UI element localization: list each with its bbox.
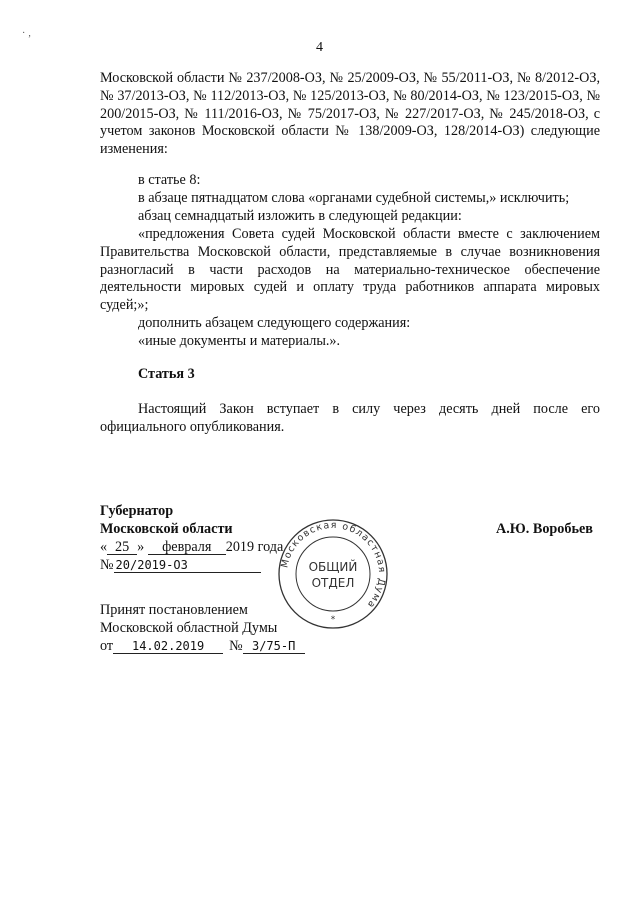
signing-date bbox=[100, 539, 283, 557]
quoted-paragraph: «предложения Совета судей Московской области вместе с заключением Правительства Московской области, представляемые в случае возникновения разногласий в части расходов на материально-техническое обеспечение деятельности мировых судей и оплату труда работников аппарата мировых судей;»; bbox=[100, 226, 600, 314]
adoption-number: 3/75-П bbox=[243, 639, 305, 654]
stamp-star: * bbox=[330, 615, 336, 625]
governor-name: А.Ю. Воробьев bbox=[496, 521, 593, 537]
adoption-line2: Московской областной Думы bbox=[100, 620, 278, 636]
article8-line: в статье 8: bbox=[138, 172, 201, 188]
adoption-date: 14.02.2019 bbox=[113, 639, 223, 654]
stamp-center-line1: ОБЩИЙ bbox=[308, 560, 358, 574]
scan-corner-marks: · ‚ bbox=[22, 28, 32, 39]
adoption-number-prefix: № bbox=[229, 638, 243, 654]
governor-title: Губернатор bbox=[100, 503, 174, 519]
adoption-date-line bbox=[100, 638, 305, 656]
signing-year: 2019 года bbox=[225, 539, 284, 555]
stamp-ring-text: Московская областная Дума bbox=[279, 519, 388, 611]
paragraph15-line: в абзаце пятнадцатом слова «органами судебной системы,» исключить; bbox=[138, 190, 570, 206]
signing-day: 25 bbox=[107, 540, 137, 555]
intro-paragraph: Московской области № 237/2008-ОЗ, № 25/2009-ОЗ, № 55/2011-ОЗ, № 8/2012-ОЗ, № 37/2013-ОЗ, № 112/2013-ОЗ, № 125/2013-ОЗ, № 80/2014-ОЗ, № 123/2015-ОЗ, № 200/2015-ОЗ, № 111/2016-ОЗ, № 75/2017-ОЗ, № 227/2017-ОЗ, № 245/2018-ОЗ, с учетом законов Московской области № 138/2009-ОЗ, 128/2014-ОЗ) следующие изменения: bbox=[100, 70, 600, 158]
law-number-prefix: № bbox=[100, 557, 114, 573]
adoption-from-prefix: от bbox=[100, 638, 114, 654]
article3-text: Настоящий Закон вступает в силу через десять дней после его официального опубликования. bbox=[100, 401, 600, 435]
stamp-center-line2: ОТДЕЛ bbox=[311, 576, 355, 590]
official-stamp bbox=[277, 518, 389, 630]
article3-heading: Статья 3 bbox=[138, 366, 195, 382]
law-number: 20/2019-ОЗ bbox=[114, 558, 261, 573]
date-close-quote: » bbox=[137, 539, 145, 555]
stamp-inner-ring bbox=[296, 537, 370, 611]
adoption-line1: Принят постановлением bbox=[100, 602, 248, 618]
other-documents-line: «иные документы и материалы.». bbox=[138, 333, 341, 349]
law-number-line bbox=[100, 557, 261, 575]
page-number: 4 bbox=[316, 40, 323, 55]
region-name: Московской области bbox=[100, 521, 233, 537]
supplement-line: дополнить абзацем следующего содержания: bbox=[138, 315, 411, 331]
date-open-quote: « bbox=[100, 539, 108, 555]
paragraph17-line: абзац семнадцатый изложить в следующей редакции: bbox=[138, 208, 462, 224]
signing-month: февраля bbox=[148, 540, 226, 555]
